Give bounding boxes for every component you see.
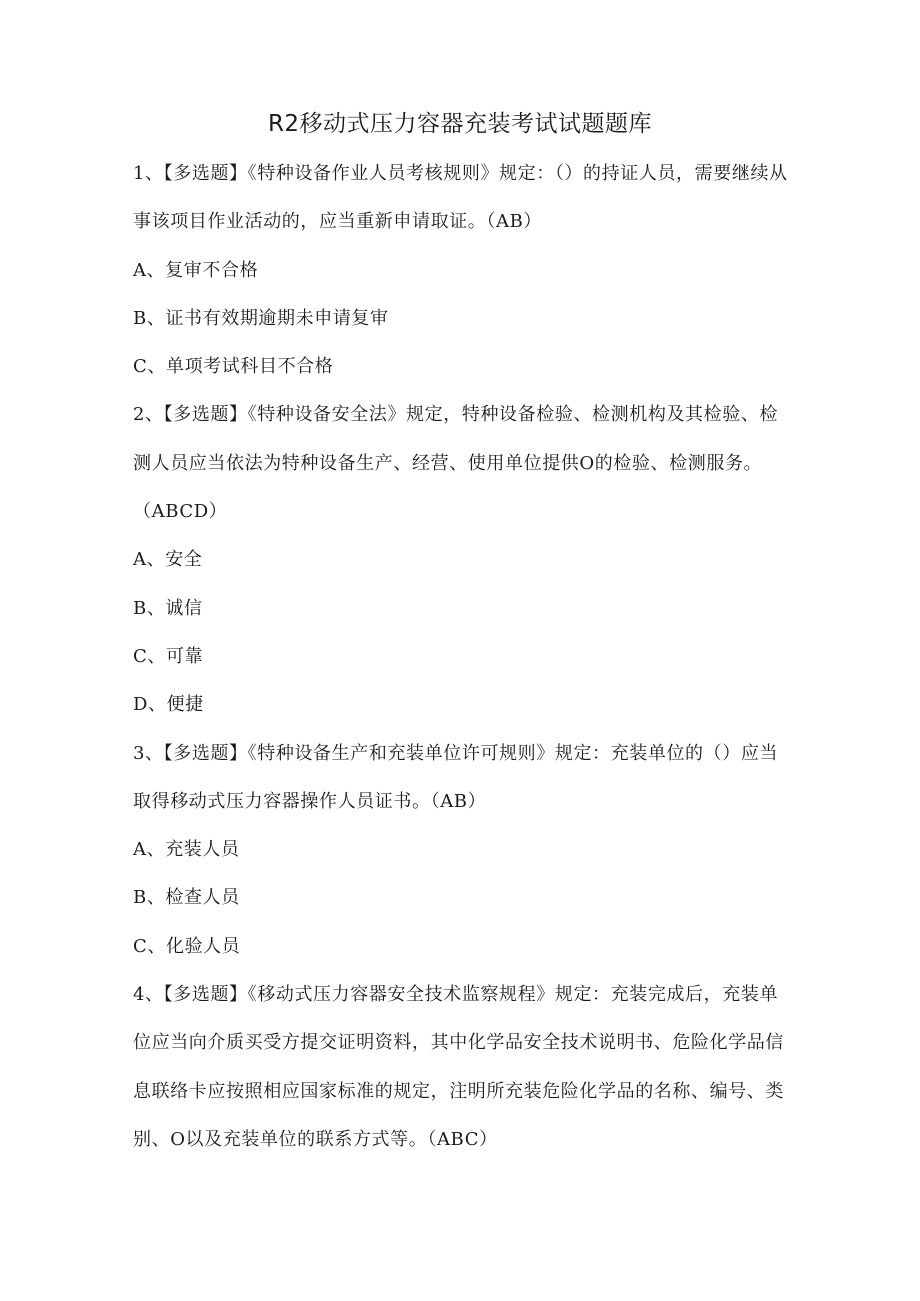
question-text: 2、【多选题】《特种设备安全法》规定，特种设备检验、检测机构及其检验、检测人员应当依法为特种设备生产、经营、使用单位提供O的检验、检测服务。（ABCD） — [133, 404, 779, 523]
option-b: B、检查人员 — [133, 887, 240, 909]
question-text: 4、【多选题】《移动式压力容器安全技术监察规程》规定：充装完成后，充装单位应当向介质买受方提交证明资料，其中化学品安全技术说明书、危险化学品信息联络卡应按照相应国家标准的规定，注明所充装危险化学品的名称、编号、类别、O以及充装单位的联系方式等。（ABC） — [133, 984, 784, 1150]
question-4 — [133, 971, 793, 1164]
option-a: A、充装人员 — [133, 839, 240, 861]
option-a: A、安全 — [133, 549, 203, 571]
option-a: A、复审不合格 — [133, 259, 259, 281]
document-title: R2移动式压力容器充装考试试题题库 — [267, 111, 653, 137]
option-b: B、诚信 — [133, 597, 203, 619]
option-c: C、可靠 — [133, 645, 204, 667]
option-c: C、单项考试科目不合格 — [133, 356, 334, 378]
question-list — [133, 150, 793, 1164]
question-text: 3、【多选题】《特种设备生产和充装单位许可规则》规定：充装单位的（）应当取得移动式压力容器操作人员证书。（AB） — [133, 742, 779, 812]
option-d: D、便捷 — [133, 694, 204, 716]
option-c: C、化验人员 — [133, 935, 241, 957]
option-b: B、证书有效期逾期未申请复审 — [133, 307, 389, 329]
question-2 — [133, 391, 793, 729]
question-text: 1、【多选题】《特种设备作业人员考核规则》规定：（）的持证人员，需要继续从事该项目作业活动的，应当重新申请取证。（AB） — [133, 163, 788, 233]
question-3 — [133, 730, 793, 971]
question-1 — [133, 150, 793, 391]
